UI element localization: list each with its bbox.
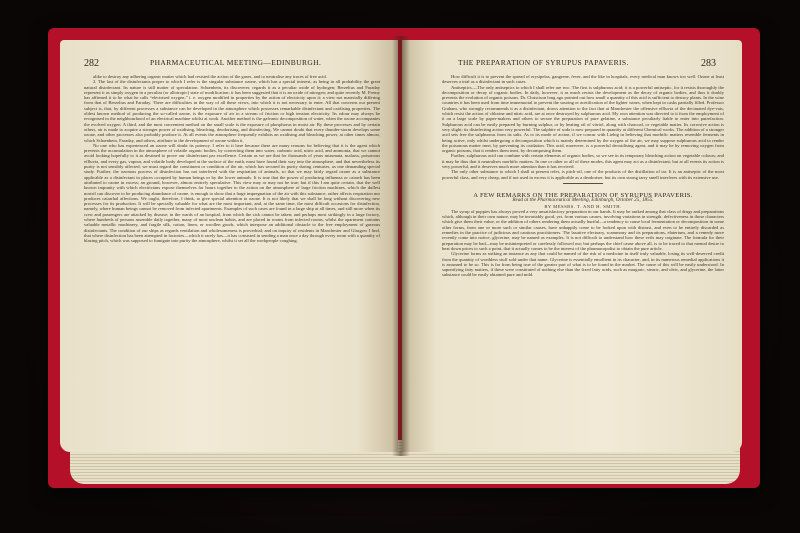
paragraph: No one who has experienced an ozone will doubt its potency. I refer to it here because there are many reasons for believing that it is the agent which prevents the accumulation in the atmosphere of volatile organic bodies, by converting them into water, carbonic acid, nitric acid, and ammonia, that we cannot avoid looking hopefully to it as destined to prove our disinfectant par excellence. Certain as we are that for thousands of years miasmata, malaria, poisonous effluvia, and every gas, vapour, and volatile body developed at the surface of the earth, must have found their way into the atmosphere, and that nevertheless its purity is not sensibly affected, we must regard the constituent or condition of the air, which has secured its purity during centuries, as one demanding special study. Further, the ozonous process of disinfection has not interfered with the respiration of animals, so that we may fairly regard ozone as a substance applicable as a disinfectant in places occupied by human beings or by the lower animals. It is true that the power of producing influenza or catarrh has been attributed to ozone in excess; an ground, however, almost entirely speculative. This view may or may not be true; but if this I am quite certain, that the well known impunity with which electricians expose themselves for hours together to the action on the atmosphere of large friction machines, which the dullest nostril can discover to be producing abundance of ozone, is enough to show that a large impregnation of the air with this substance, rather affects respiration nor produces catarrhal affections. We ought, therefore, I think, to give special attention to ozone. It is not likely that we shall be long without discovering new processes for its production. It will be specially valuable for what are the most important, and, at the same time, the most difficult occasions for disinfection, namely, where human beings cannot be removed from infected apartments. Examples of such cases are found in a large ship at all times, and still more when its crew and passengers are attacked by disease; in the wards of an hospital, from which the sick cannot be taken; and perhaps most strikingly in a large factory, where hundreds of persons assemble daily together, many of most unclean habits, and are placed in rooms from infected rooms, whilst the apartment contains valuable metallic machinery, and fragile silk, cotton, linen, or woollen goods, which interpose an additional obstacle to the free employment of gaseous disinfectants. The condition of our ships as regards ventilation and wholesomeness is proverbial; and on inquiry of residents in Manchester and Glasgow I find, that where disinfection has been attempted in factories—which it rarely has—it has consisted in sending a man once a day through every room with a quantity of blazing pitch, which was supposed to fumigate into purity the atmosphere, whilst it set all the workpeople coughing. bbox=[84, 142, 380, 244]
paragraph: 2. The last of the disinfectants proper to which I refer is the singular substance ozone, which has a special interest, as being in all probability the great natural disinfectant. Its nature is still matter of speculation. Schœnbein, its discoverer, regards it as a peculiar oxide of hydrogen; Berzelius and Faraday represent it as simply oxygen in a peculiar (or allotropic) state of modification; it has been suggested that it is an oxide of nitrogen; and quite recently M. Fremy has affirmed it to be what he calls “electrised oxygen,” i. e. oxygen modified in properties by the action of electricity upon it; a view not materially differing from that of Berzelius and Faraday. There are difficulties in the way of all these views, into which it is not necessary to enter. All that concerns our present subject is, that, by different processes a substance can be developed in the atmosphere which possesses remarkable disinfectant and oxidising properties. The oldest known method of producing the so-called ozone, is the exposure of air to a stream of friction or high tension electricity. Its odour may always be recognised in the neighbourhood of an electrical machine whilst at work. Another method is the galvanic decomposition of water, when the ozone accompanies the evolved oxygen. A third, and the most convenient method on the small scale is the exposure of phosphorus in moist air. By these processes and by certain others, air is made to acquire a stronger power of oxidising, bleaching, deodorising, and disinfecting. We cannot doubt that every thunder-storm develops some ozone, and other processes also probably produce it. At all events the atmosphere frequently exhibits an oxidising and bleaching power, at other times almost, which Schœnbein, Faraday, and others, attribute to the development of ozone within it. bbox=[84, 79, 380, 143]
section-rule bbox=[563, 183, 603, 184]
paragraph: The syrup of poppies has always proved a very unsatisfactory preparation in our hands. It may be ranked among that class of drugs and preparations which, although in their own nature, may be invariably good, yet, from various causes, involving variations in strength, defectiveness in those characters which give them their value, or the addition of others rendering them actually hurtful—a tendency to cause local fermentation or decomposition in some other forms, from one or more such or similar causes, have unhappily come to be looked upon with distrust, and even to be entirely discarded as remedies in the practice of judicious and cautious practitioners. The laxative electuary, scammony and its preparations, elaterium, and a remedy more recently come into notice, glycerine, may be named as examples. It is not difficult to understand how these evils may originate. The formula for their preparation may be bad—may be misinterpreted or carelessly followed out; but perhaps the chief cause above all, is to be traced to that mental desire to beat down prices to such a point, that it actually comes to be the interest of the pharmacopolist to obtain the pure article. bbox=[442, 208, 724, 251]
right-page bbox=[402, 40, 742, 452]
page-number: 282 bbox=[84, 58, 99, 69]
running-head: THE PREPARATION OF SYRUPUS PAPAVERIS. bbox=[458, 58, 629, 67]
page-body bbox=[84, 74, 380, 448]
page-number: 283 bbox=[701, 58, 716, 69]
left-page bbox=[60, 40, 398, 452]
article-author: BY MESSRS. T. AND H. SMITH. bbox=[544, 203, 622, 209]
book-gutter bbox=[392, 36, 410, 456]
paragraph: Further, sulphurous acid can combine with certain elements of organic bodies, so we see in its temporary bleaching action on vegetable colours; and it may be thus that it neutralises morbific matters. In one or other or all of these modes, this agent may act as a disinfectant; but at all events its action is very powerful, and it deserves much more attention than it has received. bbox=[442, 153, 724, 170]
paragraph: alike to destroy any adhering organic matter which had resisted the action of the gases, and to neutralise any traces of free acid. bbox=[93, 74, 327, 79]
page-body bbox=[442, 74, 724, 448]
paragraph: Antiseptics.—The only antiseptics to which I shall refer are two. The first is sulphurous acid; it is a powerful antiseptic, for it resists thoroughly the decomposition or decay of organic bodies. In daily, however, it as much resists the development as the decay of organic bodies, and thus it doubly prevents the evolution of organic poisons. Dr. Christison long ago pointed out how small a quantity of this acid is sufficient to destroy plants. In the wine countries it has been used from time immemorial to prevent the souring or acetification of the lighter wines, when kept in casks partially filled. Professor Graham, who strongly recommends it as a disinfectant, draws attention to the fact that at Manchester the offensive effluvia of the decimated dye-vats, which resist the action of chlorine and nitric acid, are at once destroyed by sulphurous acid. My own attention was directed to it from the employment of it on a large scale by paper-makers and others to secure the preparation of pure gelatine, a substance peculiarly liable to enter into putrefaction. Sulphurous acid can be easily prepared by burning sulphur, or by heating oil of vitriol, along with charcoal, or vegetable matter. Its corrosive action is very slight; its disinfecting action very powerful. The sulphite of soda is now prepared in quantity at different Chemical works. The addition of a stronger acid sets free the sulphurous from its salts. As to its mode of action, if we concur with Liebig in believing that morbific matters resemble ferments in being active, only whilst undergoing a decomposition which is mainly determined by the oxygen of the air, we may suppose sulphurous acid to render the poisonous matter inert, by preventing its oxidation. This acid, moreover, is a powerful deoxidising agent, and it may be by removing oxygen from organic poisons, that it renders them inert, by decomposing them. bbox=[442, 84, 724, 154]
article-title: A FEW REMARKS ON THE PREPARATION OF SYRUPUS PAPAVERIS. bbox=[473, 191, 693, 199]
paragraph: How difficult it is to prevent the spread of erysipelas, gangrene, fever, and the like in hospitals, every medical man knows too well. Ozone at least deserves a trial as a disinfectant in such cases. bbox=[442, 74, 724, 85]
paragraph: Glycerine forms as striking an instance as any that could be named of the risk of a medicine in itself truly valuable, losing its well-deserved credit from the quantity of worthless stuff sold under that name. Glycerine is essentially emollient in its character, and, in its numerous remedial applications it is assumed to be so. This is far from being true of the greater part of what is to be found in the market. The cause of this will be easily understood. In saponifying fatty matters, if these were constituted of nothing else than the fixed fatty acids, such as margaric, stearic, and oleic, and glycerine, the latter substance could be easily obtained pure and mild. bbox=[442, 251, 724, 278]
running-head: PHARMACEUTICAL MEETING—EDINBURGH. bbox=[150, 58, 322, 67]
article-subtitle: Read at the Pharmaceutical Meeting, Edinburgh, October 25, 1855. bbox=[512, 197, 654, 204]
paragraph: The only other substance to which I shall at present refer, is pitch-oil, one of the products of the distillation of tar. It is an antiseptic of the most powerful class, and very cheap, and if not used in excess it is applicable as a deodoriser, but its own strong tarry smell interferes with its extensive use. bbox=[442, 169, 724, 180]
